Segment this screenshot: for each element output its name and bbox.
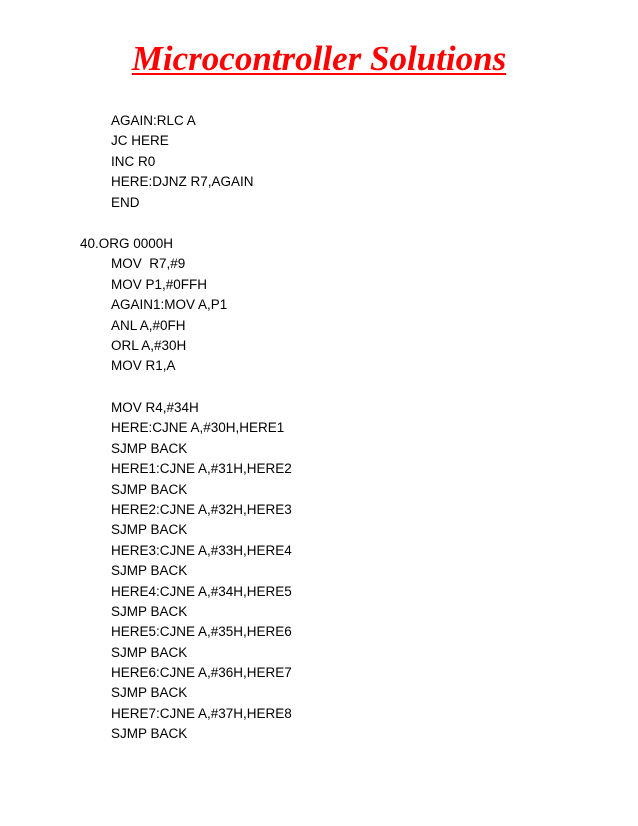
- page-title-text: Microcontroller Solutions: [131, 39, 507, 78]
- code-line: SJMP BACK: [111, 481, 188, 497]
- code-block-3: [0, 398, 292, 745]
- code-line: MOV R1,A: [111, 358, 176, 374]
- code-block-2: [0, 234, 227, 377]
- code-line: HERE:DJNZ R7,AGAIN: [111, 174, 254, 190]
- code-block-1: [0, 111, 254, 213]
- numbered-code-line: 40.ORG 0000H: [80, 236, 174, 251]
- code-line: MOV R4,#34H: [111, 400, 199, 415]
- code-line: HERE4:CJNE A,#34H,HERE5: [111, 583, 292, 599]
- code-line: SJMP BACK: [111, 522, 188, 538]
- page-title: [0, 36, 638, 82]
- code-line: SJMP BACK: [111, 726, 188, 742]
- code-line: SJMP BACK: [111, 685, 188, 701]
- code-line: INC R0: [111, 153, 156, 169]
- code-line: HERE2:CJNE A,#32H,HERE3: [111, 501, 292, 517]
- code-line: MOV P1,#0FFH: [111, 276, 208, 292]
- code-line: AGAIN1:MOV A,P1: [111, 297, 228, 313]
- code-line: SJMP BACK: [111, 603, 188, 619]
- code-line: AGAIN:RLC A: [111, 113, 196, 128]
- code-line: SJMP BACK: [111, 440, 188, 456]
- code-line: MOV R7,#9: [111, 256, 186, 272]
- code-line: HERE6:CJNE A,#36H,HERE7: [111, 665, 292, 681]
- code-line: HERE3:CJNE A,#33H,HERE4: [111, 542, 292, 558]
- code-line: SJMP BACK: [111, 644, 188, 660]
- code-line: ORL A,#30H: [111, 337, 187, 353]
- code-line: ANL A,#0FH: [111, 317, 186, 333]
- code-line: END: [111, 194, 140, 210]
- code-line: HERE:CJNE A,#30H,HERE1: [111, 420, 285, 436]
- code-line: HERE1:CJNE A,#31H,HERE2: [111, 461, 292, 477]
- code-line: SJMP BACK: [111, 563, 188, 579]
- code-line: HERE5:CJNE A,#35H,HERE6: [111, 624, 292, 640]
- code-line: HERE7:CJNE A,#37H,HERE8: [111, 705, 292, 721]
- code-line: JC HERE: [111, 133, 169, 149]
